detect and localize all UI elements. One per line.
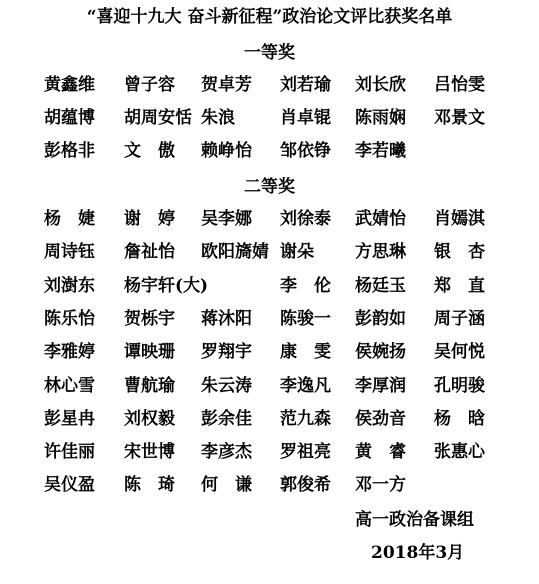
awardee-name: 李若曦 — [355, 141, 406, 161]
awardee-name: 杨宇轩(大) — [124, 275, 209, 296]
awardee-name: 彭韵如 — [355, 308, 406, 329]
awardee-name: 李厚润 — [355, 375, 406, 396]
awardee-name: 李雅婷 — [44, 342, 95, 363]
awardee-name: 吕怡雯 — [434, 75, 485, 95]
footer-date: 2018年3月 — [371, 543, 465, 563]
awardee-name: 郑 直 — [434, 275, 485, 296]
awardee-name: 罗祖亮 — [280, 442, 331, 463]
awardee-name: 谭映珊 — [124, 342, 175, 363]
awardee-name: 周子涵 — [434, 308, 485, 329]
awardee-name: 詹祉怡 — [124, 242, 175, 263]
awardee-name: 彭格非 — [44, 141, 95, 161]
awardee-name: 欧阳旖婧 — [201, 242, 269, 263]
awardee-name: 谢朵 — [280, 242, 314, 263]
awardee-name: 肖卓锟 — [280, 108, 331, 128]
awardee-name: 杨廷玉 — [355, 275, 406, 296]
awardee-name: 陈 琦 — [124, 475, 175, 496]
awardee-name: 彭余佳 — [201, 408, 252, 429]
awardee-name: 何 谦 — [201, 475, 252, 496]
awardee-name: 吴何悦 — [434, 342, 485, 363]
awardee-name: 刘澍东 — [44, 275, 95, 296]
awardee-name: 许佳丽 — [44, 442, 95, 463]
awardee-name: 李逸凡 — [280, 375, 331, 396]
awardee-name: 孔明骏 — [434, 375, 485, 396]
awardee-name: 胡蕴博 — [44, 108, 95, 128]
awardee-name: 吴仪盈 — [44, 475, 95, 496]
awardee-name: 吴李娜 — [201, 209, 252, 229]
awardee-name: 肖嫣淇 — [434, 209, 485, 229]
document-title: “喜迎十九大 奋斗新征程”政治论文评比获奖名单 — [86, 7, 453, 27]
awardee-name: 郭俊希 — [280, 475, 331, 496]
awardee-name: 李 伦 — [280, 275, 331, 296]
awardee-name: 陈雨娴 — [355, 108, 406, 128]
awardee-name: 侯劲音 — [355, 408, 406, 429]
awardee-name: 彭星冉 — [44, 408, 95, 429]
awardee-name: 杨 婕 — [44, 209, 95, 229]
awardee-name: 蒋沐阳 — [201, 308, 252, 329]
awardee-name: 贺栎宇 — [124, 308, 175, 329]
awardee-name: 邹依铮 — [280, 141, 331, 161]
first-prize-heading: 一等奖 — [244, 43, 295, 63]
awardee-name: 罗翔宇 — [201, 342, 252, 363]
awardee-name: 宋世博 — [124, 442, 175, 463]
awardee-name: 黄 睿 — [355, 442, 406, 463]
awardee-name: 朱云涛 — [201, 375, 252, 396]
awardee-name: 康 雯 — [280, 342, 331, 363]
awardee-name: 刘徐泰 — [280, 209, 331, 229]
awardee-name: 张惠心 — [434, 442, 485, 463]
awardee-name: 谢 婷 — [124, 209, 175, 229]
awardee-name: 武婧怡 — [355, 209, 406, 229]
awardee-name: 胡周安恬 — [124, 108, 192, 128]
awardee-name: 黄鑫维 — [44, 75, 95, 95]
second-prize-heading: 二等奖 — [244, 177, 295, 197]
awardee-name: 文 傲 — [124, 141, 175, 161]
awardee-name: 邓一方 — [355, 475, 406, 496]
awardee-name: 银 杏 — [434, 242, 485, 263]
awardee-name: 侯婉扬 — [355, 342, 406, 363]
awardee-name: 范九森 — [280, 408, 331, 429]
awardee-name: 曾子容 — [124, 75, 175, 95]
awardee-name: 陈乐怡 — [44, 308, 95, 329]
awardee-name: 方思琳 — [355, 242, 406, 263]
awardee-name: 林心雪 — [44, 375, 95, 396]
awardee-name: 刘若瑜 — [280, 75, 331, 95]
awardee-name: 陈骏一 — [280, 308, 331, 329]
awardee-name: 邓景文 — [434, 108, 485, 128]
awardee-name: 周诗钰 — [44, 242, 95, 263]
awardee-name: 赖峥怡 — [201, 141, 252, 161]
awardee-name: 贺卓芳 — [201, 75, 252, 95]
awardee-name: 朱浪 — [201, 108, 235, 128]
awardee-name: 杨 晗 — [434, 408, 485, 429]
awardee-name: 曹航瑜 — [124, 375, 175, 396]
awardee-name: 刘权毅 — [124, 408, 175, 429]
awardee-name: 刘长欣 — [355, 75, 406, 95]
footer-organization: 高一政治备课组 — [355, 510, 474, 530]
awardee-name: 李彦杰 — [201, 442, 252, 463]
